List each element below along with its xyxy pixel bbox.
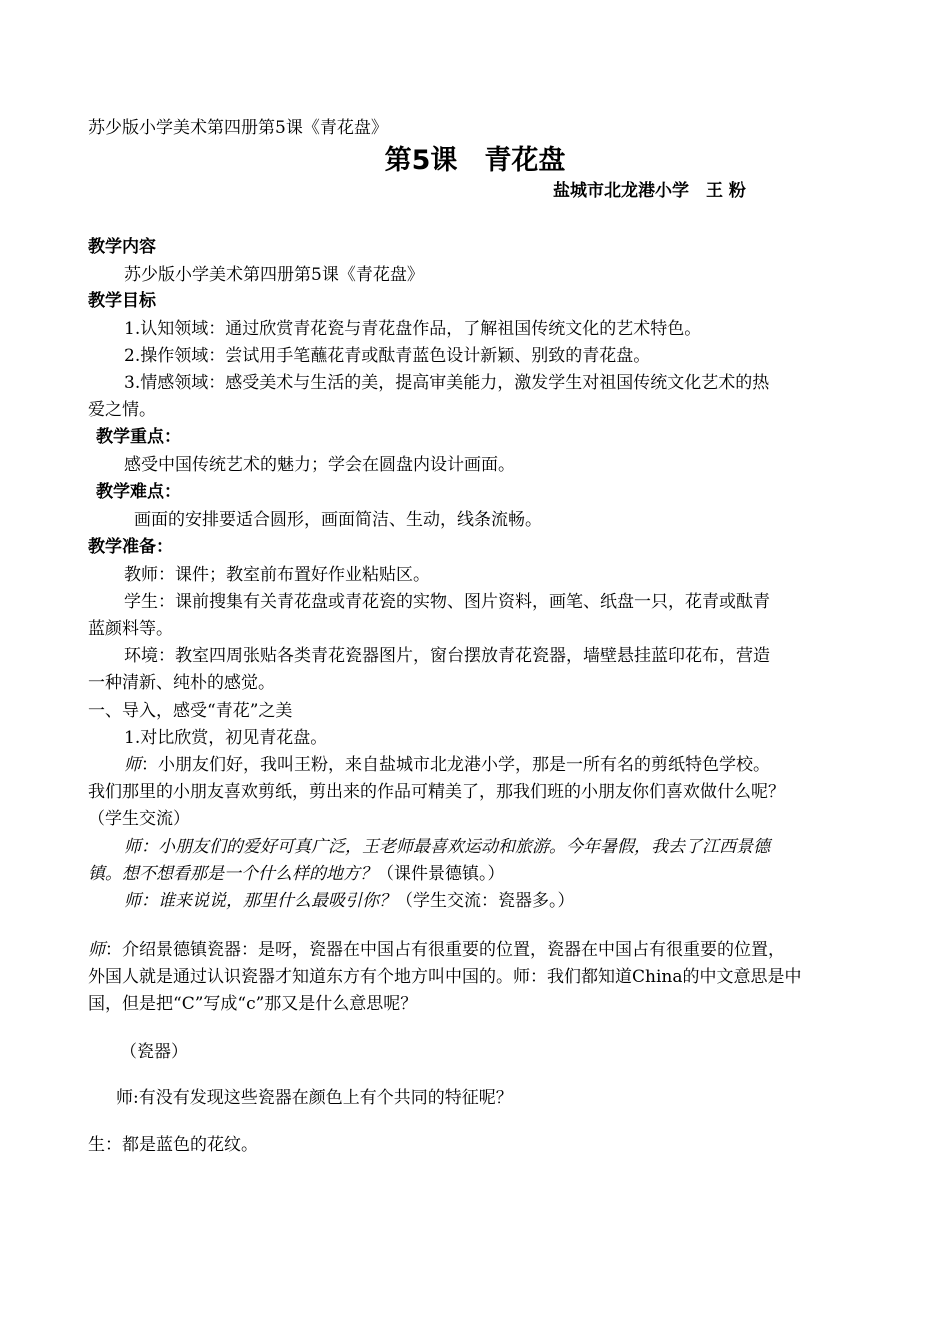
goal-2: 2.操作领域：尝试用手笔蘸花青或酞青蓝色设计新颖、别致的青花盘。 bbox=[124, 346, 651, 366]
header-line: 苏少版小学美术第四册第5课《青花盘》 bbox=[88, 118, 388, 138]
difficulty-text: 画面的安排要适合圆形，画面简洁、生动，线条流畅。 bbox=[134, 510, 542, 530]
section-1-heading: 一、导入，感受“青花”之美 bbox=[88, 701, 293, 721]
paragraph-4-line-3: 国，但是把“C”写成“c”那又是什么意思呢？ bbox=[88, 994, 418, 1014]
prep-environment-line-2: 一种清新、纯朴的感觉。 bbox=[88, 673, 275, 693]
prep-student-line-2: 蓝颜料等。 bbox=[88, 619, 173, 639]
author-line: 盐城市北龙港小学 王 粉 bbox=[553, 181, 746, 201]
prep-student-line-1: 学生：课前搜集有关青花盘或青花瓷的实物、图片资料，画笔、纸盘一只，花青或酞青 bbox=[124, 592, 770, 612]
paragraph-4-line-1: 师：介绍景德镇瓷器：是呀，瓷器在中国占有很重要的位置，瓷器在中国占有很重要的位置， bbox=[88, 940, 785, 960]
teacher-label: 师 bbox=[88, 940, 105, 960]
paragraph-2-line-2: 镇。想不想看那是一个什么样的地方？（课件景德镇。） bbox=[88, 864, 505, 884]
answer-porcelain: （瓷器） bbox=[120, 1042, 188, 1062]
paragraph-3: 师：谁来说说，那里什么最吸引你？（学生交流：瓷器多。） bbox=[124, 891, 575, 911]
goal-1: 1.认知领域：通过欣赏青花瓷与青花盘作品，了解祖国传统文化的艺术特色。 bbox=[124, 319, 702, 339]
paragraph-1-line-1: 师：小朋友们好，我叫王粉，来自盐城市北龙港小学，那是一所有名的剪纸特色学校。 bbox=[124, 755, 770, 775]
paragraph-1-line-2: 我们那里的小朋友喜欢剪纸，剪出来的作品可精美了，那我们班的小朋友你们喜欢做什么呢？ bbox=[88, 782, 785, 802]
key-points-text: 感受中国传统艺术的魅力；学会在圆盘内设计画面。 bbox=[124, 455, 515, 475]
answer-blue: 生：都是蓝色的花纹。 bbox=[88, 1135, 258, 1155]
difficulty-heading: 教学难点： bbox=[96, 482, 181, 502]
paragraph-1-line-3: （学生交流） bbox=[88, 809, 190, 829]
step-1: 1.对比欣赏，初见青花盘。 bbox=[124, 728, 328, 748]
paragraph-2-line-1: 师：小朋友们的爱好可真广泛，王老师最喜欢运动和旅游。今年暑假，我去了江西景德 bbox=[124, 837, 770, 857]
page-title: 第5课 青花盘 bbox=[384, 145, 566, 176]
goals-heading: 教学目标 bbox=[88, 291, 156, 311]
prep-environment-line-1: 环境：教室四周张贴各类青花瓷器图片，窗台摆放青花瓷器，墙壁悬挂蓝印花布，营造 bbox=[124, 646, 770, 666]
content-heading: 教学内容 bbox=[88, 237, 156, 257]
goal-3-line-2: 爱之情。 bbox=[88, 400, 156, 420]
teacher-label: 师 bbox=[124, 755, 141, 775]
key-points-heading: 教学重点： bbox=[96, 427, 181, 447]
paragraph-4-line-2: 外国人就是通过认识瓷器才知道东方有个地方叫中国的。师：我们都知道China的中文意思是中 bbox=[88, 967, 802, 987]
preparation-heading: 教学准备： bbox=[88, 537, 173, 557]
goal-3-line-1: 3.情感领域：感受美术与生活的美，提高审美能力，激发学生对祖国传统文化艺术的热 bbox=[124, 373, 770, 393]
prep-teacher: 教师：课件；教室前布置好作业粘贴区。 bbox=[124, 565, 430, 585]
question-color: 师:有没有发现这些瓷器在颜色上有个共同的特征呢？ bbox=[116, 1088, 513, 1108]
content-text: 苏少版小学美术第四册第5课《青花盘》 bbox=[124, 265, 424, 285]
